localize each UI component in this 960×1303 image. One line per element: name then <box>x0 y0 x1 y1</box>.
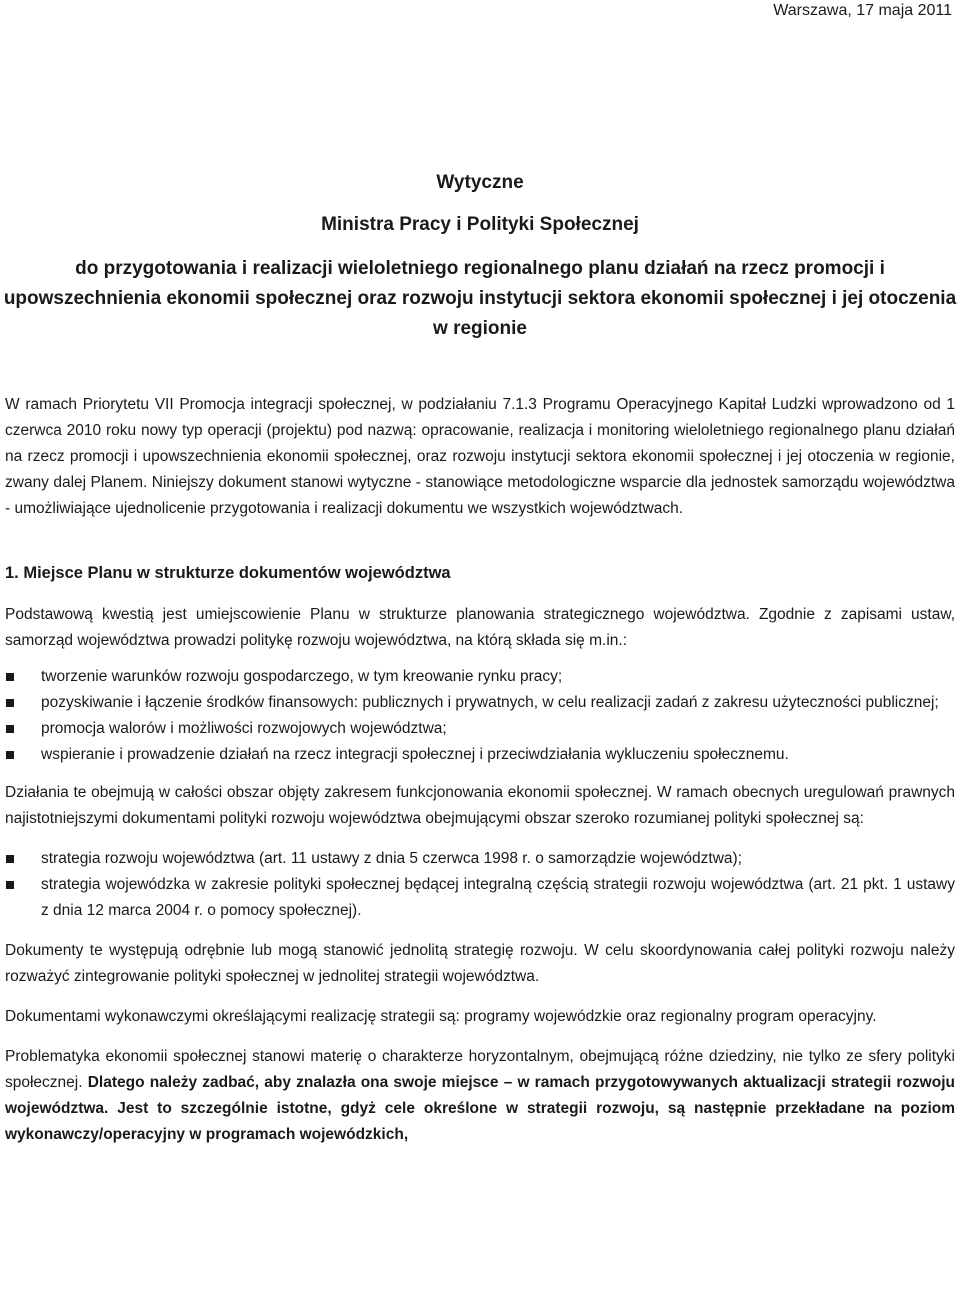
list-item: promocja walorów i możliwości rozwojowych województwa; <box>5 716 955 742</box>
section-paragraph-4: Dokumentami wykonawczymi określającymi realizację strategii są: programy wojewódzkie oraz regionalny program operacyjny. <box>5 1008 877 1025</box>
document-title-block <box>0 168 960 344</box>
list-item: wspieranie i prowadzenie działań na rzecz integracji społecznej i przeciwdziałania wykluczeniu społecznemu. <box>5 742 955 768</box>
title-line-1: Wytyczne <box>436 172 524 193</box>
paragraph-5-bold-text: Dlatego należy zadbać, aby znalazła ona swoje miejsce – w ramach przygotowywanych aktualizacji strategii rozwoju województwa. Jest to szczególnie istotne, gdyż cele określone w strategii rozwoju, są następnie przekładane na poziom wykonawczy/operacyjny w programach wojewódzkich, <box>5 1074 955 1143</box>
bullet-list-2 <box>5 846 955 924</box>
list-item: pozyskiwanie i łączenie środków finansowych: publicznych i prywatnych, w celu realizacji zadań z zakresu użyteczności publicznej; <box>5 690 955 716</box>
title-line-3: do przygotowania i realizacji wieloletniego regionalnego planu działań na rzecz promocji i upowszechnienia ekonomii społecznej oraz rozwoju instytucji sektora ekonomii społecznej i jej otoczenia w regionie <box>3 258 957 339</box>
document-date: Warszawa, 17 maja 2011 <box>773 2 952 19</box>
section-paragraph-3: Dokumenty te występują odrębnie lub mogą stanowić jednolitą strategię rozwoju. W celu skoordynowania całej polityki rozwoju należy rozważyć zintegrowanie polityki społecznej w jednolitej strategii województwa. <box>5 942 955 985</box>
bullet-list-1 <box>5 664 955 768</box>
document-body <box>5 392 955 1148</box>
section-paragraph-2: Działania te obejmują w całości obszar objęty zakresem funkcjonowania ekonomii społecznej. W ramach obecnych uregulowań prawnych najistotniejszymi dokumentami polityki rozwoju województwa obejmującymi obszar szeroko rozumianej polityki społecznej są: <box>5 784 955 827</box>
title-line-2: Ministra Pracy i Polityki Społecznej <box>321 214 639 235</box>
paragraph-5-normal-text: Problematyka ekonomii społecznej stanowi materię o charakterze horyzontalnym, obejmującą różne dziedziny, nie tylko ze sfery polityki społecznej. <box>5 1048 955 1091</box>
intro-paragraph: W ramach Priorytetu VII Promocja integracji społecznej, w podziałaniu 7.1.3 Programu Operacyjnego Kapitał Ludzki wprowadzono od 1 czerwca 2010 roku nowy typ operacji (projektu) pod nazwą: opracowanie, realizacja i monitoring wieloletniego regionalnego planu działań na rzecz promocji i upowszechnienia ekonomii społecznej, oraz rozwoju instytucji sektora ekonomii społecznej i jej otoczenia w regionie, zwany dalej Planem. Niniejszy dokument stanowi wytyczne - stanowiące metodologiczne wsparcie dla jednostek samorządu województwa - umożliwiające ujednolicenie przygotowania i realizacji dokumentu we wszystkich województwach. <box>5 396 955 517</box>
section-heading: 1. Miejsce Planu w strukturze dokumentów województwa <box>5 564 451 582</box>
list-item: tworzenie warunków rozwoju gospodarczego, w tym kreowanie rynku pracy; <box>5 664 955 690</box>
section-paragraph-5 <box>5 1044 955 1148</box>
list-item: strategia wojewódzka w zakresie polityki społecznej będącej integralną częścią strategii rozwoju województwa (art. 21 pkt. 1 ustawy z dnia 12 marca 2004 r. o pomocy społecznej). <box>5 872 955 924</box>
section-paragraph-1: Podstawową kwestią jest umiejscowienie Planu w strukturze planowania strategicznego województwa. Zgodnie z zapisami ustaw, samorząd województwa prowadzi politykę rozwoju województwa, na którą składa się m.in.: <box>5 606 955 649</box>
list-item: strategia rozwoju województwa (art. 11 ustawy z dnia 5 czerwca 1998 r. o samorządzie województwa); <box>5 846 955 872</box>
